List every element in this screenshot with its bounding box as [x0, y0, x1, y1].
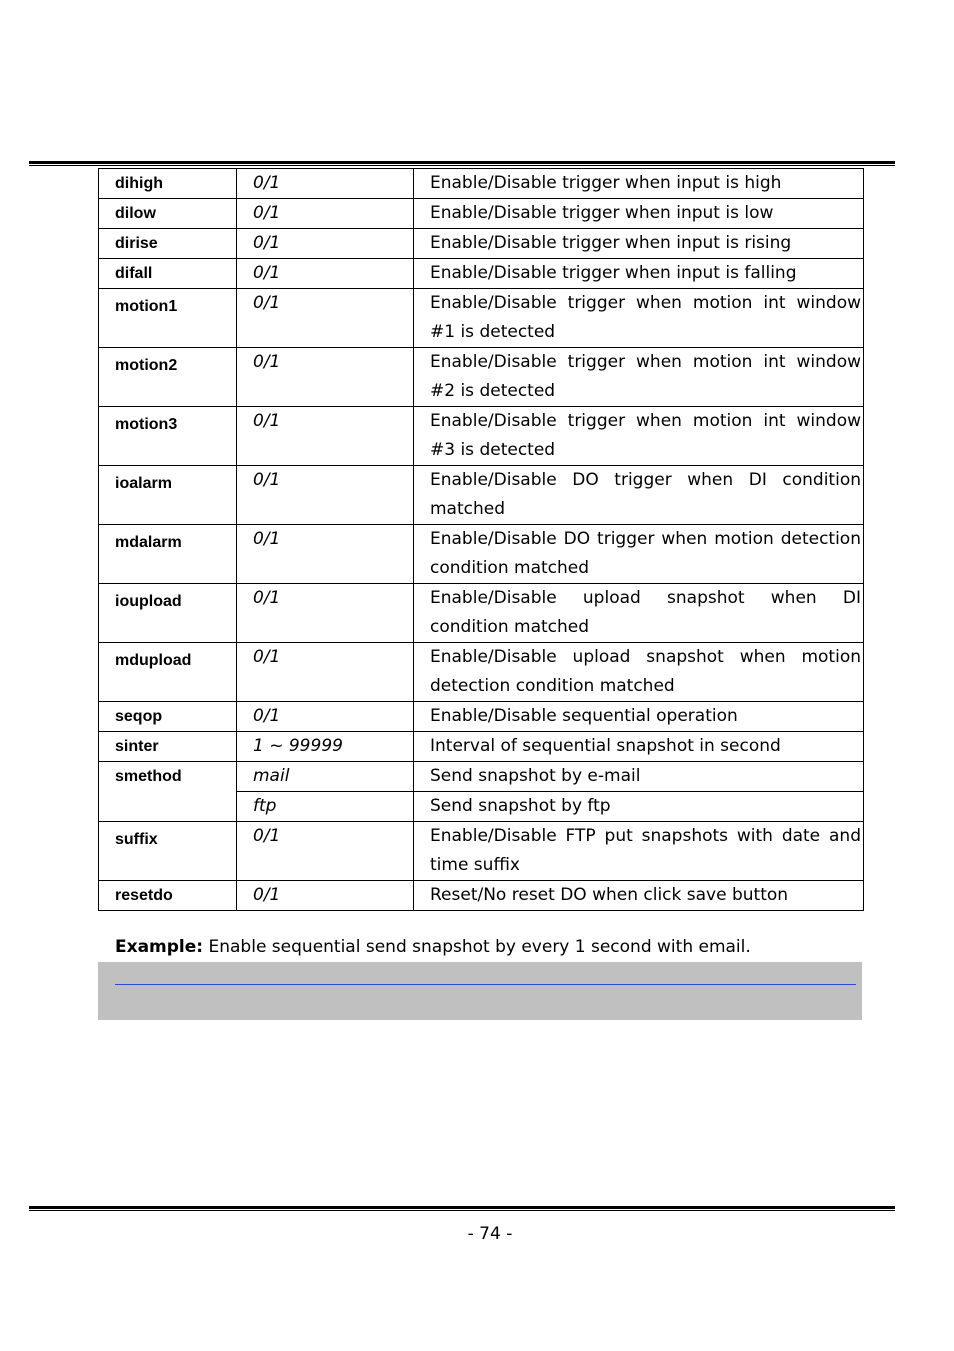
param-description: Enable/Disable FTP put snapshots with date and time suffix	[414, 822, 864, 881]
param-description: Send snapshot by ftp	[414, 792, 864, 822]
param-value: 0/1	[237, 199, 414, 229]
param-description: Reset/No reset DO when click save button	[414, 881, 864, 911]
param-value: 0/1	[237, 259, 414, 289]
table-row	[99, 525, 864, 584]
param-name: mdalarm	[99, 525, 237, 584]
param-value: 0/1	[237, 881, 414, 911]
param-description: Enable/Disable trigger when motion int window #1 is detected	[414, 289, 864, 348]
param-description: Enable/Disable trigger when motion int window #3 is detected	[414, 407, 864, 466]
table-row	[99, 348, 864, 407]
table-row	[99, 229, 864, 259]
table-row	[99, 762, 864, 792]
param-name: dihigh	[99, 169, 237, 199]
param-description: Send snapshot by e-mail	[414, 762, 864, 792]
param-value: 0/1	[237, 525, 414, 584]
param-value: 0/1	[237, 466, 414, 525]
table-row	[99, 289, 864, 348]
param-name: seqop	[99, 702, 237, 732]
param-description: Enable/Disable trigger when input is falling	[414, 259, 864, 289]
page-number: - 74 -	[467, 1224, 513, 1244]
param-value: 0/1	[237, 229, 414, 259]
param-value: 0/1	[237, 289, 414, 348]
param-description: Enable/Disable trigger when input is rising	[414, 229, 864, 259]
table-row	[99, 199, 864, 229]
param-name: motion2	[99, 348, 237, 407]
param-value: 0/1	[237, 822, 414, 881]
param-value: 0/1	[237, 169, 414, 199]
example-code-box	[98, 962, 862, 1020]
param-description: Enable/Disable DO trigger when DI condition matched	[414, 466, 864, 525]
param-description: Enable/Disable trigger when motion int window #2 is detected	[414, 348, 864, 407]
param-value: 0/1	[237, 702, 414, 732]
param-name: motion3	[99, 407, 237, 466]
param-description: Enable/Disable sequential operation	[414, 702, 864, 732]
example-line	[115, 934, 751, 960]
table-row	[99, 732, 864, 762]
param-name: mdupload	[99, 643, 237, 702]
table-row	[99, 259, 864, 289]
parameter-table	[98, 168, 864, 911]
param-name: difall	[99, 259, 237, 289]
param-value: mail	[237, 762, 414, 792]
param-description: Enable/Disable trigger when input is high	[414, 169, 864, 199]
param-name: suffix	[99, 822, 237, 881]
table-row	[99, 169, 864, 199]
example-link-underline[interactable]	[115, 984, 856, 985]
param-name: sinter	[99, 732, 237, 762]
param-name: dirise	[99, 229, 237, 259]
param-value: 0/1	[237, 348, 414, 407]
table-row	[99, 584, 864, 643]
param-name: resetdo	[99, 881, 237, 911]
example-label: Example:	[115, 937, 204, 957]
param-value: 0/1	[237, 407, 414, 466]
param-description: Enable/Disable upload snapshot when DI condition matched	[414, 584, 864, 643]
param-value: 0/1	[237, 643, 414, 702]
param-description: Interval of sequential snapshot in second	[414, 732, 864, 762]
table-row	[99, 407, 864, 466]
param-name: motion1	[99, 289, 237, 348]
param-value: ftp	[237, 792, 414, 822]
param-name: smethod	[99, 762, 237, 822]
header-rule	[29, 161, 895, 166]
footer-rule	[29, 1206, 895, 1211]
param-name: ioupload	[99, 584, 237, 643]
example-text: Enable sequential send snapshot by every 1 second with email.	[203, 937, 751, 957]
param-name: dilow	[99, 199, 237, 229]
table-row	[99, 822, 864, 881]
param-description: Enable/Disable DO trigger when motion detection condition matched	[414, 525, 864, 584]
table-row	[99, 643, 864, 702]
param-value: 1 ~ 99999	[237, 732, 414, 762]
table-row	[99, 881, 864, 911]
param-value: 0/1	[237, 584, 414, 643]
param-name: ioalarm	[99, 466, 237, 525]
table-row	[99, 702, 864, 732]
param-description: Enable/Disable trigger when input is low	[414, 199, 864, 229]
table-row	[99, 466, 864, 525]
param-description: Enable/Disable upload snapshot when motion detection condition matched	[414, 643, 864, 702]
